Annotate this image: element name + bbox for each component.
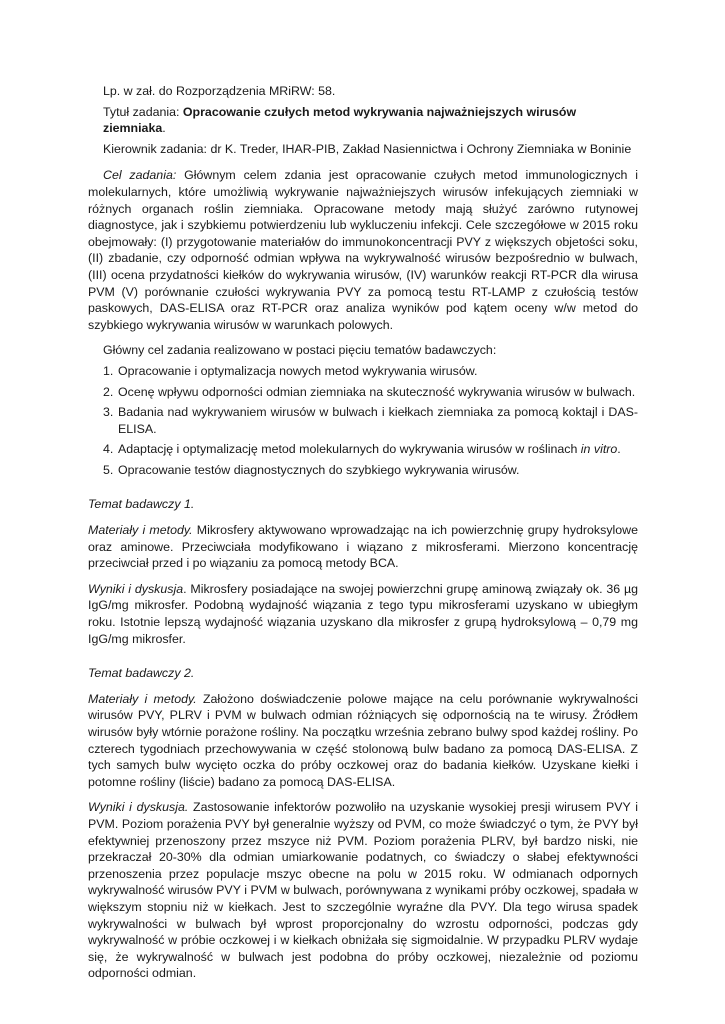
- topic1-results-label: Wyniki i dyskusja: [88, 581, 184, 596]
- task-title-value: Opracowanie czułych metod wykrywania najważniejszych wirusów ziemniaka: [103, 104, 577, 136]
- topic1-methods-label: Materiały i metody.: [88, 523, 193, 538]
- topic-text-end: .: [617, 442, 621, 457]
- topic-number: 5.: [103, 462, 114, 477]
- topic-text: Opracowanie i optymalizacja nowych metod wykrywania wirusów.: [118, 363, 478, 378]
- topic2-methods: [88, 691, 638, 791]
- topic2-methods-label: Materiały i metody.: [88, 691, 197, 706]
- topic1-results: [88, 581, 638, 647]
- topic-number: 1.: [103, 363, 114, 378]
- task-title-label: Tytuł zadania:: [103, 104, 183, 119]
- topic-number: 3.: [103, 405, 114, 420]
- task-title-end: .: [162, 121, 166, 136]
- topics-intro: Główny cel zadania realizowano w postaci pięciu tematów badawczych:: [103, 343, 497, 358]
- goal-text: Głównym celem zdania jest opracowanie czułych metod immunologicznych i molekularnych, które umożliwią wykrywanie najważniejszych wirusów infekujących ziemniaki w różnych organach roślin ziemniaka. Opracowane metody mają służyć zarówno rutynowej diagnostyce, jak i szybkiemu potwierdzeniu lub wykluczeniu infekcji. Cele szczegółowe w 2015 roku obejmowały: (I) przygotowanie materiałów do immunokoncentracji PVY z większych objetości soku, (II) zbadanie, czy odporność odmian wpływa na wykrywalność wirusów bezpośrednio w bulwach, (III) ocena przydatności kiełków do wykrywania wirusów, (IV) warunków reakcji RT-PCR dla wirusa PVM (V) porównanie czułości wykrywania PVY za pomocą testu RT-LAMP z czułością testów paskowych, DAS-ELISA oraz RT-PCR oraz analiza wyników pod kątem oceny w/w metod do szybkiego wykrywania wirusów w warunkach polowych.: [88, 168, 638, 332]
- task-title: [103, 104, 638, 137]
- document-page: [88, 83, 638, 982]
- topic-item: [88, 384, 638, 401]
- topic2-results-text: Zastosowanie infektorów pozwoliło na uzyskanie wysokiej presji wirusem PVY i PVM. Poziom porażenia PVY był generalnie wyższy od PVM, co może świadczyć o tym, że PVY był efektywniej przenoszony przez mszyce niż PVM. Poziom porażenia PLRV, był bardzo niski, nie przekraczał 20-30% dla odmian umiarkowanie podatnych, co świadczy o słabej efektywności przenoszenia przez populacje mszyc obecne na polu w 2015 roku. W odmianach odpornych wykrywalność wirusów PVY i PVM w bulwach, porównywana z wynikami próby oczkowej, spadała w większym stopniu niż w kiełkach. Jest to szczególnie wyraźne dla PVY. Dla tego wirusa spadek wykrywalności w bulwach był wprost proporcjonalny do wzrostu odporności, podczas gdy wykrywalność w próbie oczkowej i w kiełkach obniżała się sigmoidalnie. W przypadku PLRV wydaje się, że wykrywalność w bulwach jest podobna do próby oczkowej, niezależnie od poziomu odporności odmian.: [88, 800, 638, 981]
- topic1-methods-text: Mikrosfery aktywowano wprowadzając na ich powierzchnię grupy hydroksylowe oraz aminowe. Przeciwciała modyfikowano i wiązano z mikrosferami. Mierzono koncentrację przeciwciał przed i po wiązaniu za pomocą metody BCA.: [88, 523, 638, 571]
- goal-label: Cel zadania:: [103, 168, 177, 183]
- lp-line: Lp. w zał. do Rozporządzenia MRiRW: 58.: [103, 84, 336, 98]
- topics-list: [88, 363, 638, 479]
- topic2-heading: Temat badawczy 2.: [88, 666, 195, 681]
- topic-item: [88, 441, 638, 458]
- topic1-heading: Temat badawczy 1.: [88, 497, 195, 512]
- topic2-methods-text: Założono doświadczenie polowe mające na celu porównanie wykrywalności wirusów PVY, PLRV i PVM w bulwach odmian różniących się odpornością na te wirusy. Źródłem wirusów były wtórnie porażone rośliny. Na początku września zebrano bulwy spod każdej rośliny. Po czterech tygodniach przechowywania w część stolonową bulw badano za pomocą DAS-ELISA. Z tych samych bulw wycięto oczka do próby oczkowej oraz do badania kiełków. Uzyskane kiełki i potomne rośliny (liście) badano za pomocą DAS-ELISA.: [88, 691, 638, 789]
- topic-text: Adaptację i optymalizację metod molekularnych do wykrywania wirusów w roślinach: [118, 442, 581, 457]
- topic-text-italic: in vitro: [580, 442, 618, 457]
- topic-number: 2.: [103, 384, 114, 399]
- task-manager: Kierownik zadania: dr K. Treder, IHAR-PIB, Zakład Nasiennictwa i Ochrony Ziemniaka w Boninie: [103, 141, 632, 156]
- topic-text: Badania nad wykrywaniem wirusów w bulwach i kiełkach ziemniaka za pomocą koktajl i DAS-ELISA.: [118, 405, 638, 436]
- topic-item: [88, 462, 638, 479]
- topic-text: Ocenę wpływu odporności odmian ziemniaka na skuteczność wykrywania wirusów w bulwach.: [118, 384, 636, 399]
- topic1-results-text: . Mikrosfery posiadające na swojej powierzchni grupę aminową związały ok. 36 µg IgG/mg mikrosfer. Podobną wydajność wiązania z tego typu mikrosferami uzyskano w ubiegłym roku. Istotnie lepszą wydajność wiązania uzyskano dla mikrosfer z grupą hydroksylową – 0,79 mg IgG/mg mikrosfer.: [88, 581, 639, 646]
- topic-number: 4.: [103, 442, 114, 457]
- topic-item: [88, 404, 638, 437]
- topic2-results-label: Wyniki i dyskusja.: [88, 800, 189, 815]
- topic1-methods: [88, 522, 638, 572]
- topic-item: [88, 363, 638, 380]
- topic-text: Opracowanie testów diagnostycznych do szybkiego wykrywania wirusów.: [118, 462, 520, 477]
- goal-paragraph: [88, 167, 638, 333]
- topic2-results: [88, 799, 638, 982]
